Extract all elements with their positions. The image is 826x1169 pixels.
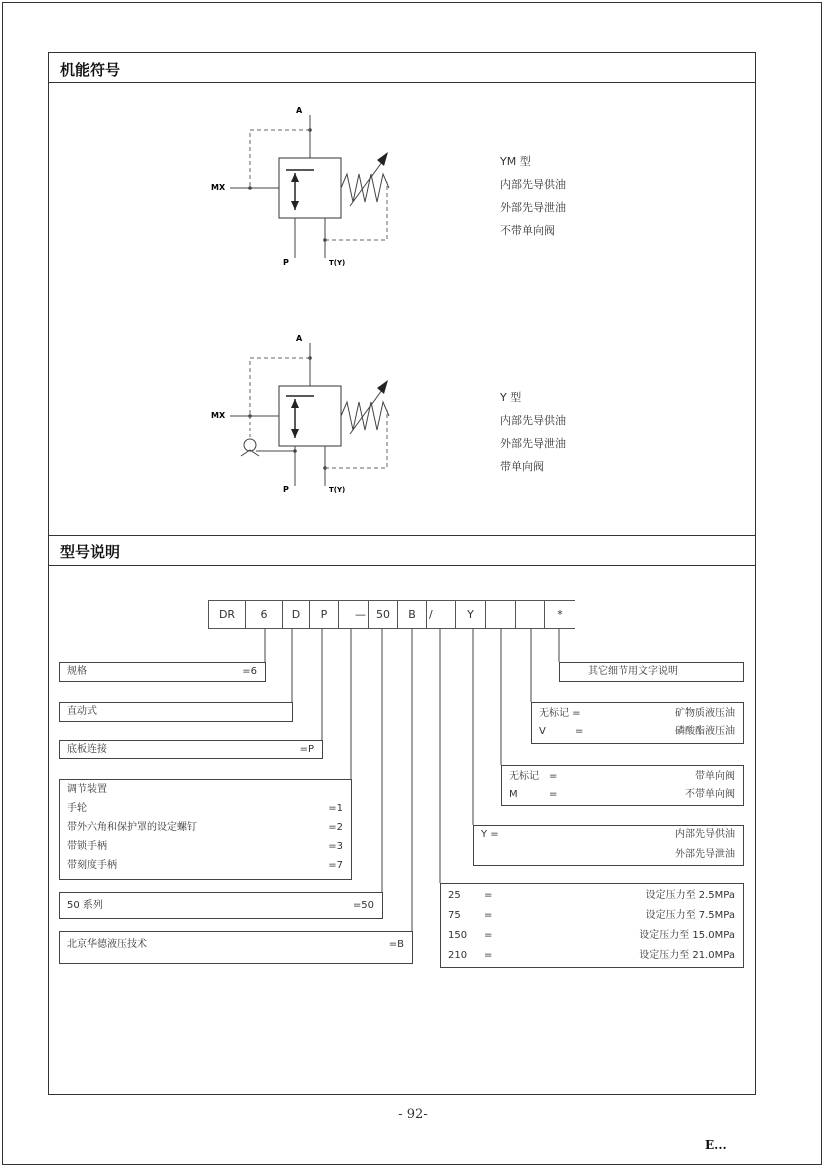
caption-line: 内部先导供油 <box>500 178 566 191</box>
code-cell: 6 <box>245 600 282 629</box>
adjust-item-value: =1 <box>328 803 343 814</box>
section-title-model-code: 型号说明 <box>60 543 121 561</box>
code-cell: B <box>397 600 426 629</box>
spec-label: 规格 <box>67 666 87 677</box>
maker-label: 北京华德液压技术 <box>67 939 147 950</box>
other-details-box <box>559 662 744 682</box>
port-p-label: P <box>283 485 289 494</box>
pressure-eq: = <box>484 890 493 901</box>
caption-line: Y 型 <box>500 391 522 404</box>
port-mx-label: MX <box>211 411 226 420</box>
direct-box <box>59 702 293 722</box>
check-text: 带单向阀 <box>695 771 735 782</box>
fluid-eq: = <box>575 726 584 737</box>
other-details-label: 其它细节用文字说明 <box>588 666 678 677</box>
check-valve-box <box>501 765 744 806</box>
port-p-label: P <box>283 258 289 267</box>
pressure-code: 210 <box>448 950 468 961</box>
caption-line: 外部先导泄油 <box>500 437 566 450</box>
check-eq: = <box>549 771 558 782</box>
caption-line: 内部先导供油 <box>500 414 566 427</box>
caption-line: 带单向阀 <box>500 460 544 473</box>
fluid-code: 无标记 = <box>539 708 581 719</box>
pilot-code: Y = <box>481 829 499 840</box>
port-a-label: A <box>296 334 303 343</box>
port-t-label: T(Y) <box>329 259 346 267</box>
pressure-text: 设定压力至 21.0MPa <box>639 950 735 961</box>
footer-mark: E... <box>705 1138 727 1152</box>
spec-box <box>59 662 266 682</box>
subplate-label: 底板连接 <box>67 744 107 755</box>
check-text: 不带单向阀 <box>685 789 735 800</box>
pilot-box <box>473 825 744 866</box>
diagram-ym-caption <box>500 150 566 242</box>
check-eq: = <box>549 789 558 800</box>
subplate-value: =P <box>299 744 314 755</box>
caption-line: 外部先导泄油 <box>500 201 566 214</box>
pressure-eq: = <box>484 950 493 961</box>
code-cell: — <box>338 600 368 629</box>
fluid-code: V <box>539 726 546 737</box>
divider <box>48 565 756 566</box>
caption-line: 不带单向阀 <box>500 224 555 237</box>
port-mx-label: MX <box>211 183 226 192</box>
pressure-text: 设定压力至 2.5MPa <box>645 890 735 901</box>
symbol-diagram-ym <box>200 100 400 275</box>
symbol-diagram-y <box>200 328 400 503</box>
adjust-item-value: =3 <box>328 841 343 852</box>
adjust-title: 调节装置 <box>67 784 107 795</box>
maker-box <box>59 931 413 964</box>
caption-line: YM 型 <box>500 155 531 168</box>
adjust-item-value: =7 <box>328 860 343 871</box>
fluid-text: 磷酸酯液压油 <box>675 726 735 737</box>
section-title-function-symbol: 机能符号 <box>60 61 121 79</box>
page-number: - 92- <box>398 1107 428 1122</box>
fluid-box <box>531 702 744 744</box>
divider <box>48 82 756 83</box>
code-cell <box>515 600 544 629</box>
pilot-text: 外部先导泄油 <box>675 849 735 860</box>
pressure-eq: = <box>484 910 493 921</box>
series-label: 50 系列 <box>67 900 103 911</box>
code-cell: 50 <box>368 600 397 629</box>
code-cell <box>485 600 515 629</box>
diagram-y-caption <box>500 386 566 478</box>
adjust-item-value: =2 <box>328 822 343 833</box>
pilot-text: 内部先导供油 <box>675 829 735 840</box>
code-cell: D <box>282 600 309 629</box>
pressure-code: 25 <box>448 890 461 901</box>
subplate-box <box>59 740 323 759</box>
port-a-label: A <box>296 106 303 115</box>
pressure-box <box>440 883 744 968</box>
port-t-label: T(Y) <box>329 486 346 494</box>
series-box <box>59 892 383 919</box>
code-cell: * <box>544 600 575 629</box>
pressure-code: 75 <box>448 910 461 921</box>
adjust-box <box>59 779 352 880</box>
adjust-item-label: 手轮 <box>67 803 87 814</box>
spec-value: =6 <box>242 666 257 677</box>
maker-value: =B <box>388 939 404 950</box>
check-code: M <box>509 789 518 800</box>
code-cell: P <box>309 600 338 629</box>
check-code: 无标记 <box>509 771 539 782</box>
code-cell: / <box>426 600 455 629</box>
adjust-item-label: 带锁手柄 <box>67 841 107 852</box>
pressure-eq: = <box>484 930 493 941</box>
series-value: =50 <box>352 900 374 911</box>
code-cell: Y <box>455 600 485 629</box>
code-cell: DR <box>208 600 245 629</box>
divider <box>48 535 756 536</box>
fluid-text: 矿物质液压油 <box>675 708 735 719</box>
adjust-item-label: 带外六角和保护罩的设定螺钉 <box>67 822 197 833</box>
pressure-code: 150 <box>448 930 468 941</box>
pressure-text: 设定压力至 7.5MPa <box>645 910 735 921</box>
pressure-text: 设定压力至 15.0MPa <box>639 930 735 941</box>
direct-label: 直动式 <box>67 706 97 717</box>
adjust-item-label: 带刻度手柄 <box>67 860 117 871</box>
